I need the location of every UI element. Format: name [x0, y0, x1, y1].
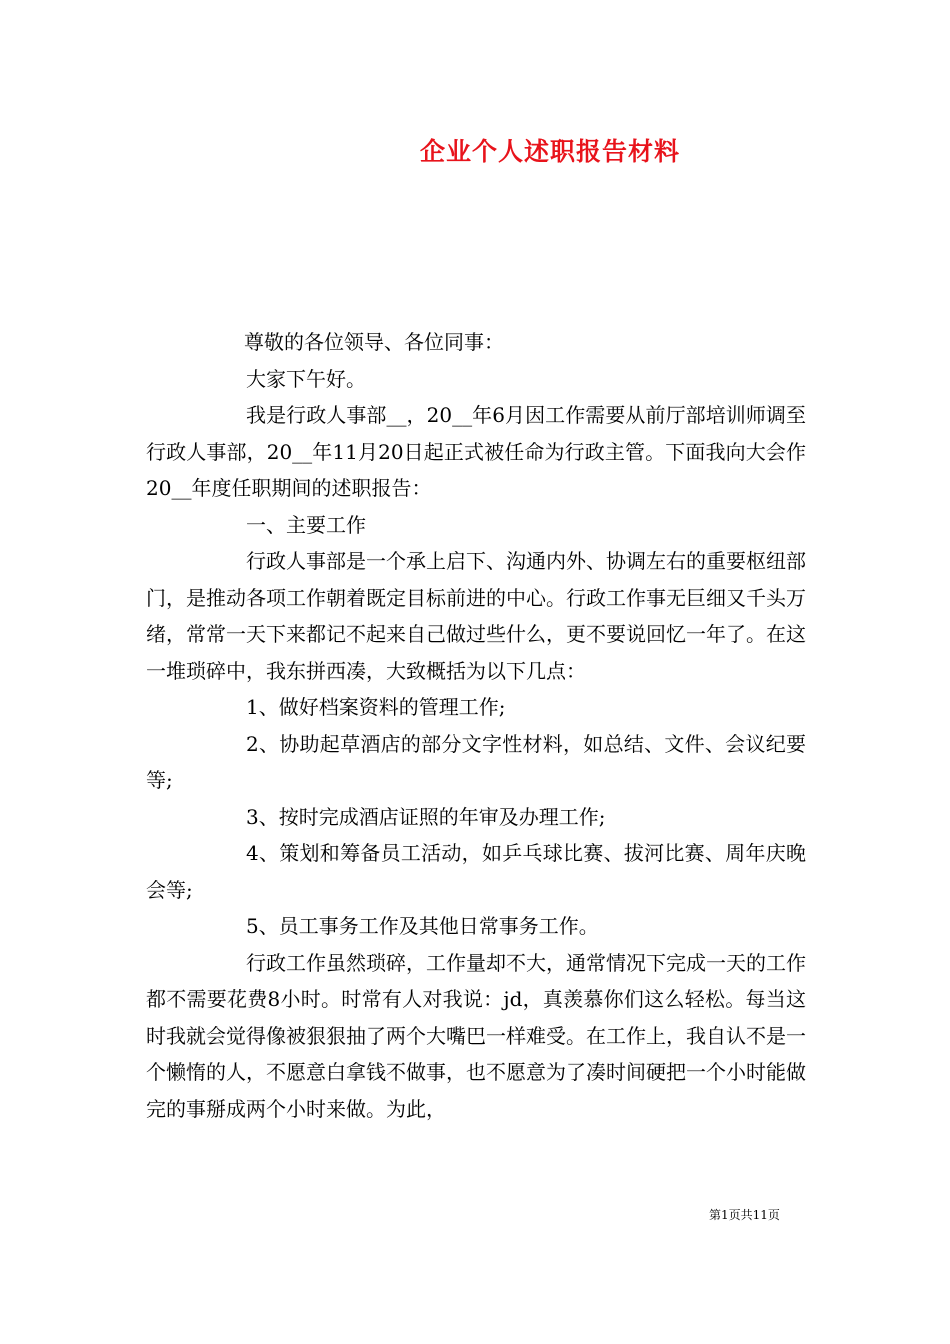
- paragraph-department: 行政人事部是一个承上启下、沟通内外、协调左右的重要枢纽部门，是推动各项工作朝着既定目标前进的中心。行政工作事无巨细又千头万绪，常常一天下来都记不起来自己做过些什么，更不要说回忆一年了。在这一堆琐碎中，我东拼西凑，大致概括为以下几点：: [146, 549, 806, 683]
- list-item: 1、做好档案资料的管理工作;: [246, 695, 506, 719]
- list-item: 2、协助起草酒店的部分文字性材料，如总结、文件、会议纪要等;: [146, 731, 806, 792]
- paragraph-intro: 我是行政人事部__，20__年6月因工作需要从前厅部培训师调至行政人事部，20__年11月20日起正式被任命为行政主管。下面我向大会作20__年度任职期间的述职报告：: [146, 403, 806, 500]
- list-item: 3、按时完成酒店证照的年审及办理工作;: [246, 804, 606, 829]
- document-title: 企业个人述职报告材料: [419, 137, 680, 166]
- paragraph-workload: 行政工作虽然琐碎，工作量却不大，通常情况下完成一天的工作都不需要花费8小时。时常有人对我说：jd，真羡慕你们这么轻松。每当这时我就会觉得像被狠狠抽了两个大嘴巴一样难受。在工作上，我自认不是一个懒惰的人，不愿意白拿钱不做事，也不愿意为了凑时间硬把一个小时能做完的事掰成两个小时来做。为此，: [146, 950, 806, 1121]
- list-item: 5、员工事务工作及其他日常事务工作。: [246, 914, 599, 938]
- greeting: 大家下午好。: [246, 366, 366, 391]
- document-body: [146, 324, 806, 1127]
- list-item: 4、策划和筹备员工活动，如乒乓球比赛、拔河比赛、周年庆晚会等;: [146, 841, 806, 902]
- salutation: 尊敬的各位领导、各位同事：: [244, 330, 504, 354]
- page-number-footer: 第1页共11页: [709, 1208, 780, 1222]
- section-heading-main-work: 一、主要工作: [246, 512, 366, 537]
